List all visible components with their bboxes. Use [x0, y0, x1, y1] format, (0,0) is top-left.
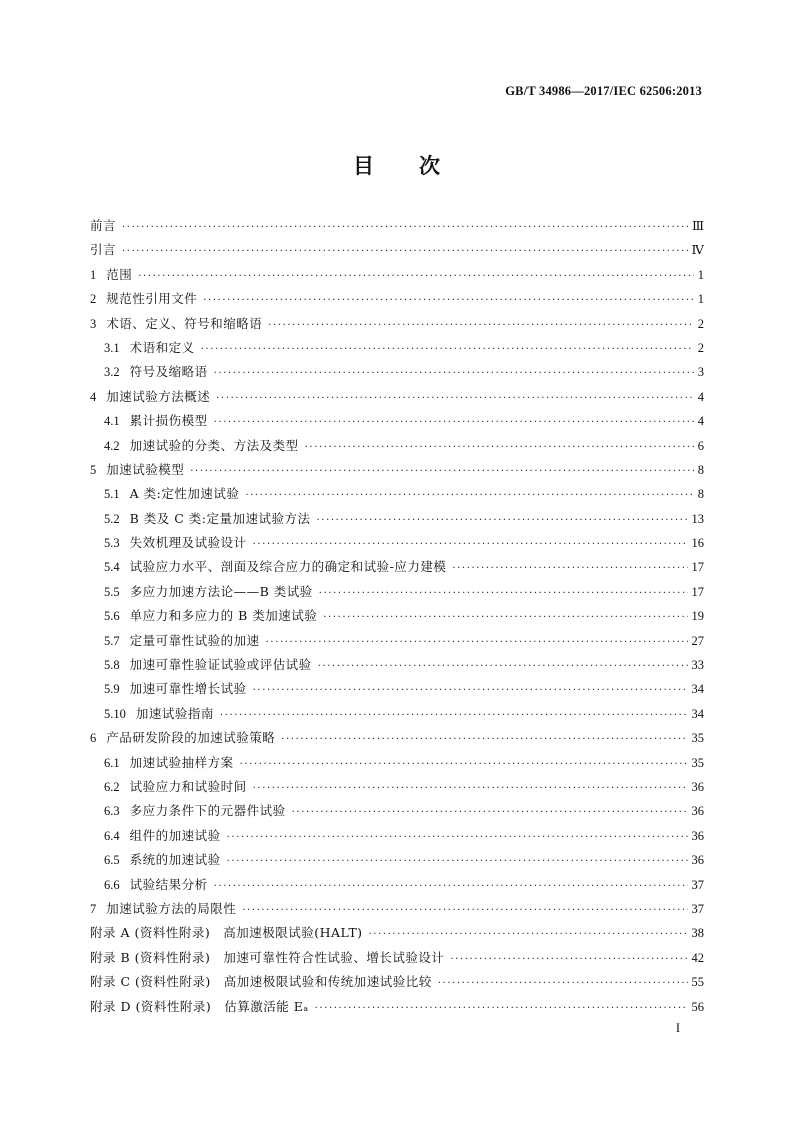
- toc-entry-number: 6.1: [104, 755, 120, 770]
- toc-entry[interactable]: [90, 873, 704, 897]
- toc-entry[interactable]: [90, 531, 704, 555]
- toc-entry-number: 6.4: [104, 828, 120, 843]
- toc-dot-leader: [253, 679, 688, 703]
- toc-dot-leader: [319, 582, 688, 606]
- page-title: [0, 150, 794, 180]
- toc-entry-page: 34: [691, 706, 704, 721]
- toc-entry-number: 5: [90, 462, 97, 477]
- toc-dot-leader: [317, 509, 688, 533]
- toc-dot-leader: [253, 777, 688, 801]
- toc-entry-page: 2: [697, 316, 704, 331]
- toc-entry-number: 5.8: [104, 658, 120, 673]
- toc-entry-label: [90, 970, 432, 994]
- toc-entry[interactable]: [90, 775, 704, 799]
- toc-entry-page: 1: [697, 292, 704, 307]
- toc-entry-label: [104, 531, 247, 555]
- standard-number: GB/T 34986—2017/IEC 62506:2013: [505, 84, 702, 98]
- toc-entry[interactable]: [90, 312, 704, 336]
- toc-entry-number: 4.2: [104, 438, 120, 453]
- toc-entry-text: 加速试验指南: [135, 705, 214, 721]
- page-number: I: [675, 1021, 680, 1035]
- toc-dot-leader: [242, 899, 687, 923]
- toc-entry-page: 1: [697, 267, 704, 282]
- toc-entry-number: 3: [90, 316, 97, 331]
- toc-dot-leader: [214, 875, 688, 899]
- toc-entry-page: 8: [697, 487, 704, 502]
- toc-entry-page: 6: [697, 438, 704, 453]
- toc-dot-leader: [315, 997, 688, 1021]
- toc-entry-number: 5.4: [104, 560, 120, 575]
- toc-dot-leader: [305, 436, 694, 460]
- toc-entry[interactable]: [90, 848, 704, 872]
- toc-entry-page: 36: [691, 804, 704, 819]
- toc-entry-label: [90, 458, 184, 482]
- toc-entry-page: 33: [691, 658, 704, 673]
- toc-entry-number: 3.2: [104, 365, 120, 380]
- toc-entry-label: [104, 677, 247, 701]
- toc-entry[interactable]: [90, 677, 704, 701]
- toc-entry-number: 6.3: [104, 804, 120, 819]
- toc-entry[interactable]: [90, 434, 704, 458]
- toc-entry-page: 36: [691, 853, 704, 868]
- toc-entry-label: [90, 385, 210, 409]
- toc-dot-leader: [240, 753, 688, 777]
- toc-entry-text: 附录 D (资料性附录) 估算激活能 Eₐ: [90, 998, 309, 1014]
- toc-entry[interactable]: [90, 702, 704, 726]
- toc-dot-leader: [452, 557, 687, 581]
- toc-entry-page: 38: [691, 926, 704, 941]
- toc-entry-label: [104, 873, 208, 897]
- toc-entry[interactable]: [90, 629, 704, 653]
- toc-entry-page: 13: [691, 511, 704, 526]
- toc-entry-page: 8: [697, 462, 704, 477]
- toc-entry-text: 加速试验的分类、方法及类型: [129, 437, 299, 453]
- toc-entry-text: 多应力条件下的元器件试验: [129, 803, 286, 819]
- toc-dot-leader: [268, 314, 693, 338]
- toc-entry-label: [90, 946, 444, 970]
- toc-dot-leader: [438, 972, 688, 996]
- toc-entry-label: [104, 775, 247, 799]
- toc-entry-page: Ⅳ: [691, 243, 704, 258]
- toc-entry-page: 16: [691, 536, 704, 551]
- toc-entry-number: 5.6: [104, 609, 120, 624]
- toc-dot-leader: [369, 923, 688, 947]
- toc-dot-leader: [216, 387, 693, 411]
- toc-entry-label: [104, 580, 313, 604]
- toc-entry-label: [90, 214, 116, 238]
- toc-dot-leader: [227, 826, 688, 850]
- page-title-left: 目: [353, 154, 375, 178]
- toc-entry[interactable]: [90, 751, 704, 775]
- toc-entry-text: 加速试验模型: [106, 461, 185, 477]
- toc-entry-page: 19: [691, 609, 704, 624]
- toc-entry[interactable]: [90, 238, 704, 262]
- toc-entry[interactable]: [90, 214, 704, 238]
- toc-dot-leader: [266, 631, 688, 655]
- toc-entry-page: 35: [691, 755, 704, 770]
- toc-dot-leader: [318, 655, 688, 679]
- toc-entry-label: [104, 848, 221, 872]
- toc-entry-page: Ⅲ: [691, 219, 704, 233]
- toc-dot-leader: [450, 948, 687, 972]
- toc-entry-text: 术语、定义、符号和缩略语: [106, 315, 263, 331]
- toc-entry-page: 42: [691, 950, 704, 965]
- toc-entry-text: 试验应力和试验时间: [129, 778, 247, 794]
- toc-entry-number: 6.2: [104, 779, 120, 794]
- toc-entry-text: 产品研发阶段的加速试验策略: [106, 730, 276, 746]
- toc-entry-label: [104, 702, 214, 726]
- toc-entry[interactable]: [90, 604, 704, 628]
- toc-entry-label: [90, 995, 309, 1019]
- toc-entry-text: 术语和定义: [129, 339, 195, 355]
- toc-dot-leader: [227, 850, 688, 874]
- toc-entry-label: [90, 726, 275, 750]
- toc-entry-page: 4: [697, 414, 704, 429]
- page-title-right: 次: [419, 154, 441, 178]
- toc-entry[interactable]: [90, 921, 704, 945]
- toc-entry-text: B 类及 C 类:定量加速试验方法: [129, 510, 311, 526]
- toc-entry-label: [104, 799, 286, 823]
- toc-entry[interactable]: [90, 995, 704, 1019]
- toc-entry-label: [104, 824, 221, 848]
- toc-entry-page: 36: [691, 779, 704, 794]
- toc-entry-page: 34: [691, 682, 704, 697]
- toc-entry-text: 组件的加速试验: [129, 827, 221, 843]
- toc-dot-leader: [122, 216, 688, 240]
- toc-entry[interactable]: [90, 458, 704, 482]
- toc-entry-label: [90, 238, 116, 262]
- toc-entry-number: 1: [90, 267, 97, 282]
- toc-entry[interactable]: [90, 799, 704, 823]
- toc-entry-text: 前言: [90, 218, 117, 233]
- toc-entry-text: 加速可靠性增长试验: [129, 681, 247, 697]
- toc-entry-page: 3: [697, 365, 704, 380]
- toc-entry-page: 35: [691, 731, 704, 746]
- toc-entry-number: 4.1: [104, 414, 120, 429]
- toc-entry-page: 37: [691, 877, 704, 892]
- toc-dot-leader: [214, 362, 694, 386]
- toc-entry-label: [104, 336, 195, 360]
- toc-entry[interactable]: [90, 897, 704, 921]
- toc-dot-leader: [203, 289, 693, 313]
- toc-entry-text: 试验应力水平、剖面及综合应力的确定和试验-应力建模: [129, 559, 447, 575]
- toc-entry-page: 56: [691, 999, 704, 1014]
- toc-entry-label: [90, 312, 262, 336]
- toc-entry-label: [104, 604, 317, 628]
- toc-entry[interactable]: [90, 946, 704, 970]
- toc-entry-text: 单应力和多应力的 B 类加速试验: [129, 608, 318, 624]
- toc-entry-number: 5.1: [104, 487, 120, 502]
- toc-entry[interactable]: [90, 263, 704, 287]
- toc-entry-text: 失效机理及试验设计: [129, 535, 247, 551]
- toc-entry-label: [104, 482, 239, 506]
- toc-entry-label: [90, 287, 197, 311]
- toc-entry-text: 加速试验抽样方案: [129, 754, 234, 770]
- toc-dot-leader: [122, 240, 687, 264]
- toc-entry-number: 5.10: [104, 706, 126, 721]
- toc-entry-text: 系统的加速试验: [129, 852, 221, 868]
- toc-entry-number: 6.6: [104, 877, 120, 892]
- toc-entry-label: [90, 897, 236, 921]
- toc-entry-label: [104, 360, 208, 384]
- toc-dot-leader: [220, 704, 688, 728]
- toc-entry[interactable]: [90, 824, 704, 848]
- toc-entry-label: [104, 409, 208, 433]
- toc-entry[interactable]: [90, 409, 704, 433]
- toc-entry-label: [104, 751, 234, 775]
- toc-entry-page: 4: [697, 389, 704, 404]
- toc-entry[interactable]: [90, 507, 704, 531]
- toc-dot-leader: [245, 484, 693, 508]
- toc-entry-label: [104, 653, 312, 677]
- toc-entry[interactable]: [90, 653, 704, 677]
- toc-entry-label: [90, 921, 363, 945]
- toc-entry[interactable]: [90, 385, 704, 409]
- toc-dot-leader: [281, 728, 687, 752]
- toc-dot-leader: [253, 533, 688, 557]
- toc-entry-page: 27: [691, 633, 704, 648]
- toc-entry-text: 附录 B (资料性附录) 加速可靠性符合性试验、增长试验设计: [90, 949, 445, 965]
- toc-entry-text: 附录 A (资料性附录) 高加速极限试验(HALT): [90, 925, 363, 941]
- toc-entry-number: 5.3: [104, 536, 120, 551]
- toc-entry[interactable]: [90, 482, 704, 506]
- toc-entry[interactable]: [90, 555, 704, 579]
- toc-entry-text: 累计损伤模型: [129, 413, 208, 429]
- toc-entry-number: 5.2: [104, 511, 120, 526]
- toc-dot-leader: [201, 338, 694, 362]
- toc-entry-page: 17: [691, 584, 704, 599]
- toc-dot-leader: [214, 411, 694, 435]
- toc-entry-number: 2: [90, 292, 97, 307]
- toc-entry-page: 17: [691, 560, 704, 575]
- toc-entry[interactable]: [90, 336, 704, 360]
- toc-entry-text: 规范性引用文件: [106, 291, 198, 307]
- toc-entry-number: 6.5: [104, 853, 120, 868]
- toc-entry[interactable]: [90, 970, 704, 994]
- toc-entry-text: 加速可靠性验证试验或评估试验: [129, 657, 312, 673]
- toc-entry-text: 试验结果分析: [129, 876, 208, 892]
- toc-entry[interactable]: [90, 360, 704, 384]
- toc-dot-leader: [190, 460, 693, 484]
- toc-entry-label: [104, 629, 260, 653]
- toc-entry-number: 3.1: [104, 340, 120, 355]
- toc-entry-text: 范围: [106, 266, 133, 282]
- toc-dot-leader: [138, 265, 693, 289]
- toc-entry-number: 4: [90, 389, 97, 404]
- toc-entry[interactable]: [90, 726, 704, 750]
- toc-entry-number: 5.7: [104, 633, 120, 648]
- toc-entry-page: 36: [691, 828, 704, 843]
- toc-entry-text: 加速试验方法概述: [106, 388, 211, 404]
- toc-entry-text: A 类:定性加速试验: [129, 486, 240, 502]
- toc-entry-label: [104, 555, 446, 579]
- toc-entry-number: 7: [90, 901, 97, 916]
- toc-entry-text: 附录 C (资料性附录) 高加速极限试验和传统加速试验比较: [90, 974, 432, 990]
- toc-entry-label: [90, 263, 132, 287]
- toc-entry-text: 加速试验方法的局限性: [106, 900, 237, 916]
- toc-entry-page: 55: [691, 975, 704, 990]
- table-of-contents: [90, 214, 704, 1019]
- toc-dot-leader: [323, 606, 687, 630]
- toc-entry-page: 37: [691, 901, 704, 916]
- toc-dot-leader: [292, 801, 688, 825]
- toc-entry-text: 引言: [90, 242, 117, 258]
- toc-entry-number: 6: [90, 731, 97, 746]
- toc-entry[interactable]: [90, 580, 704, 604]
- toc-entry-page: 2: [697, 340, 704, 355]
- toc-entry-text: 多应力加速方法论——B 类试验: [129, 583, 313, 599]
- toc-entry-number: 5.5: [104, 584, 120, 599]
- toc-entry[interactable]: [90, 287, 704, 311]
- toc-entry-text: 符号及缩略语: [129, 364, 208, 380]
- toc-entry-text: 定量可靠性试验的加速: [129, 632, 260, 648]
- toc-entry-label: [104, 434, 299, 458]
- toc-entry-number: 5.9: [104, 682, 120, 697]
- toc-entry-label: [104, 507, 311, 531]
